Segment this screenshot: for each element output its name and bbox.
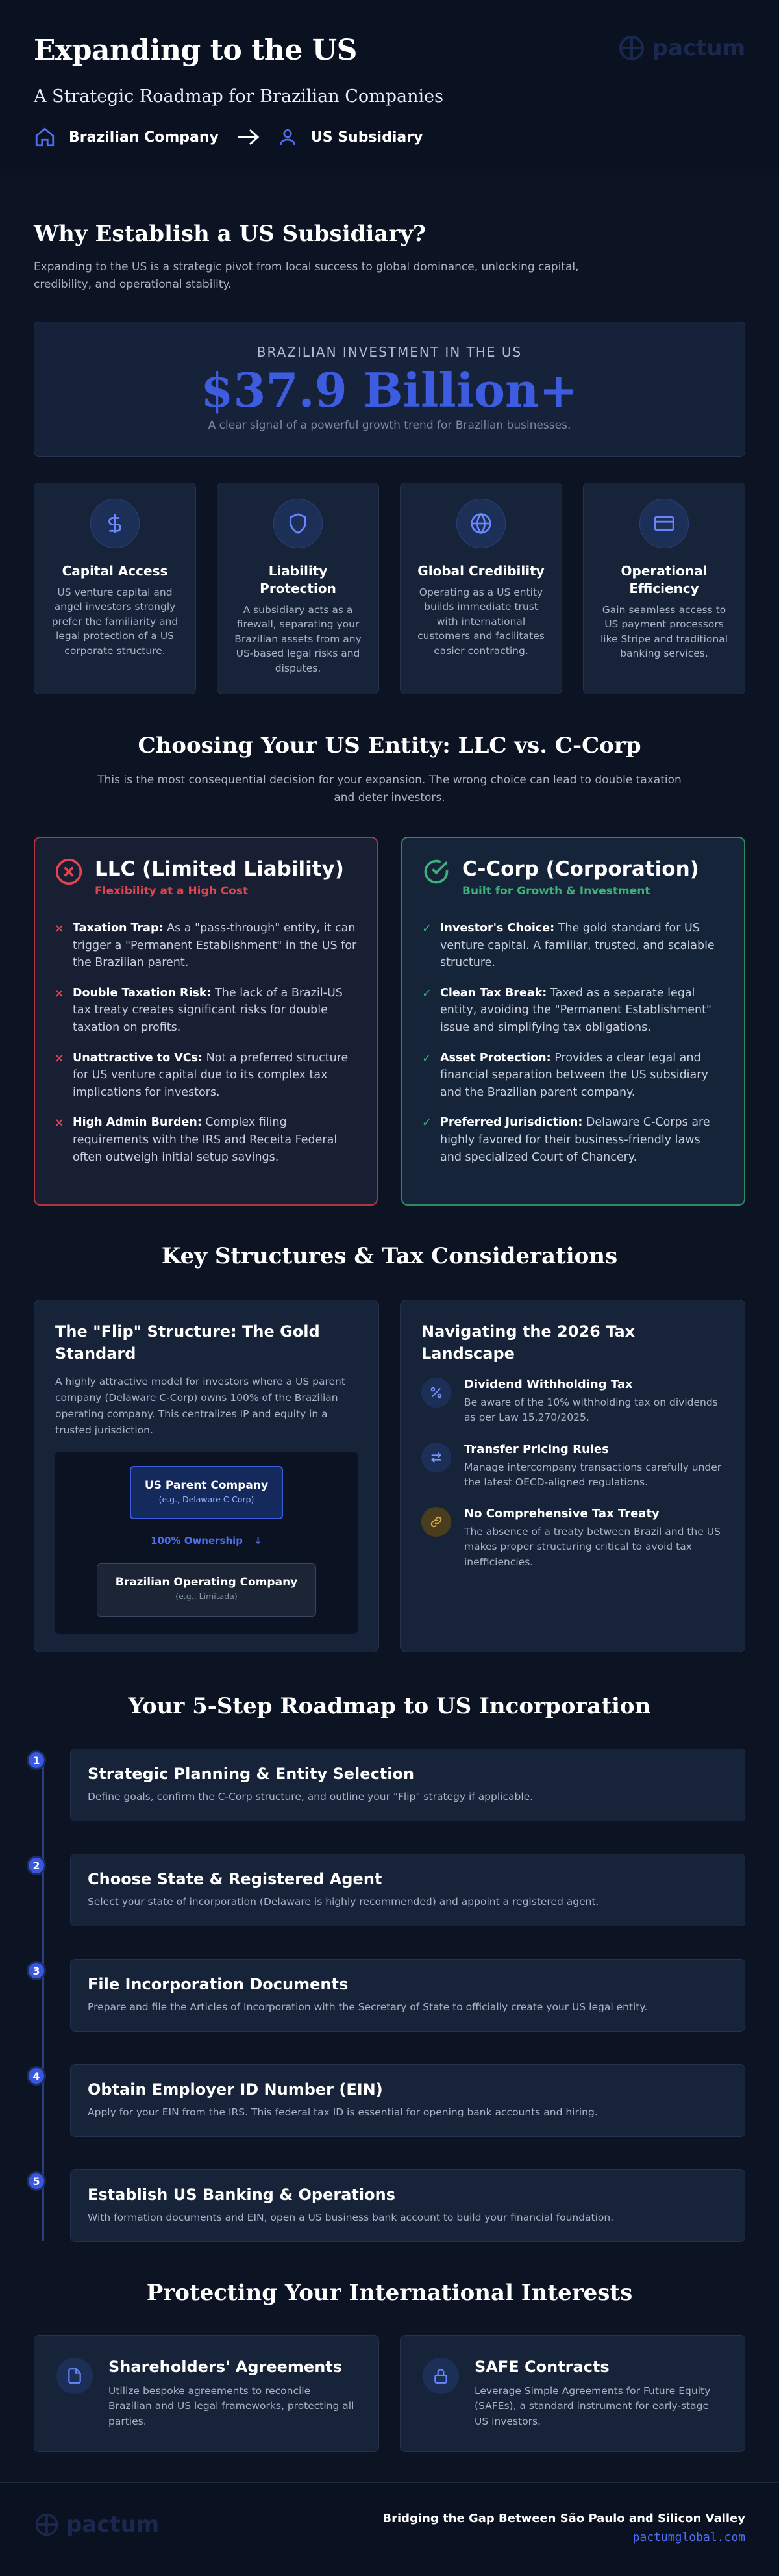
us-subsidiary-label: US Subsidiary: [310, 129, 423, 145]
ccorp-title: C-Corp (Corporation): [462, 857, 699, 881]
dollar-icon: [90, 499, 140, 548]
flip-diagram: [55, 1452, 358, 1634]
brazil-opco-sub: (e.g., Limitada): [175, 1591, 238, 1601]
list-item: × High Admin Burden: Complex filing requirements with the IRS and Receita Federal often outweigh initial setup savings.: [55, 1116, 338, 1164]
flip-title: The "Flip" Structure: The Gold Standard: [55, 1322, 320, 1363]
why-intro: Expanding to the US is a strategic pivot from local success to global dominance, unlocking capital, credibility, and operational stability.: [34, 260, 579, 292]
us-parent-title: US Parent Company: [144, 1479, 269, 1492]
brazil-opco-title: Brazilian Operating Company: [115, 1576, 298, 1589]
step-number: 5: [27, 2171, 46, 2191]
step-number: 2: [27, 1856, 46, 1875]
step-number: 1: [27, 1750, 46, 1770]
pactum-logo: [617, 34, 745, 62]
tax-item: Transfer Pricing Rules Manage intercompany transactions carefully under the latest OECD-aligned regulations.: [421, 1443, 724, 1491]
feature-card-liability-protection: [217, 483, 379, 694]
tax-landscape-card: [400, 1300, 745, 1652]
footer-tagline: Bridging the Gap Between São Paulo and Silicon Valley: [382, 2512, 745, 2525]
flip-text: A highly attractive model for investors where a US parent company (Delaware C-Corp) owns 100% of the Brazilian operating company. This centralizes IP and equity in a trusted jurisdiction.: [55, 1376, 345, 1436]
entity-section-title: Choosing Your US Entity: LLC vs. C-Corp: [138, 733, 641, 759]
brazilian-company-label: Brazilian Company: [69, 129, 219, 145]
feature-card-global-credibility: [400, 483, 562, 694]
tax-item: No Comprehensive Tax Treaty The absence of a treaty between Brazil and the US makes proper structuring critical to avoid tax inefficiencies.: [421, 1507, 724, 1570]
logo-text: pactum: [66, 2512, 160, 2538]
ccorp-list: [422, 920, 724, 1166]
page-subtitle: A Strategic Roadmap for Brazilian Companies: [34, 86, 443, 107]
ccorp-tagline: Built for Growth & Investment: [462, 885, 650, 898]
globe-icon: [456, 499, 506, 548]
x-icon: ×: [55, 1117, 64, 1130]
document-icon: [56, 2358, 93, 2394]
roadmap-section-title: Your 5-Step Roadmap to US Incorporation: [128, 1693, 651, 1719]
stat-label: BRAZILIAN INVESTMENT IN THE US: [256, 344, 523, 360]
expansion-flow: [34, 126, 745, 148]
tax-title: Navigating the 2026 Tax Landscape: [421, 1322, 636, 1363]
protect-section-title: Protecting Your International Interests: [146, 2280, 633, 2306]
entity-intro: This is the most consequential decision for your expansion. The wrong choice can lead to double taxation and deter investors.: [97, 774, 682, 805]
why-section-title: Why Establish a US Subsidiary?: [34, 221, 426, 247]
roadmap-step: Choose State & Registered Agent Select your state of incorporation (Delaware is highly recommended) and appoint a registered agent.: [70, 1854, 745, 1926]
check-icon: ✓: [422, 1117, 432, 1130]
llc-list: [55, 920, 357, 1166]
ownership-label: 100% Ownership ↓: [151, 1535, 262, 1547]
logo-text: pactum: [652, 35, 745, 61]
brazil-opco-box: [97, 1563, 316, 1617]
arrow-down-icon: ↓: [254, 1535, 262, 1547]
transfer-icon: [421, 1443, 451, 1472]
feature-text: Gain seamless access to US payment processors like Stripe and traditional banking services.: [600, 604, 728, 660]
hero-header: [0, 0, 779, 175]
investment-stat-card: [34, 322, 745, 457]
llc-tagline: Flexibility at a High Cost: [95, 885, 249, 898]
shareholders-agreement-card: Shareholders' Agreements Utilize bespoke agreements to reconcile Brazilian and US legal frameworks, protecting all parties.: [34, 2335, 379, 2452]
x-icon: ×: [55, 1052, 64, 1065]
check-circle-icon: [422, 857, 451, 889]
timeline-line: [42, 1760, 44, 2241]
percent-icon: [421, 1378, 451, 1408]
llc-card: [34, 837, 378, 1206]
check-icon: ✓: [422, 987, 432, 1000]
roadmap-step: Strategic Planning & Entity Selection Define goals, confirm the C-Corp structure, and outline your "Flip" strategy if applicable.: [70, 1749, 745, 1821]
roadmap-step: Establish US Banking & Operations With formation documents and EIN, open a US business bank account to build your financial foundation.: [70, 2169, 745, 2242]
feature-card-capital-access: [34, 483, 196, 694]
feature-card-operational-efficiency: [583, 483, 745, 694]
list-item: × Double Taxation Risk: The lack of a Brazil-US tax treaty creates significant risks for double taxation on profits.: [55, 986, 343, 1034]
flip-structure-card: [34, 1300, 379, 1652]
ccorp-card: [401, 837, 745, 1206]
x-icon: ×: [55, 922, 64, 935]
shield-icon: [273, 499, 323, 548]
feature-title: Liability Protection: [260, 563, 336, 596]
arrow-right-icon: [237, 127, 260, 147]
stat-value: $37.9 Billion+: [201, 362, 578, 418]
lock-icon: [423, 2358, 459, 2394]
us-parent-box: [130, 1466, 283, 1519]
feature-title: Operational Efficiency: [621, 563, 708, 596]
check-icon: ✓: [422, 922, 432, 935]
step-number: 4: [27, 2066, 46, 2086]
footer-website-link[interactable]: pactumglobal.com: [632, 2531, 745, 2544]
llc-title: LLC (Limited Liability): [95, 857, 344, 881]
feature-title: Capital Access: [62, 563, 168, 579]
home-icon: [34, 126, 56, 148]
step-number: 3: [27, 1961, 46, 1980]
feature-text: A subsidiary acts as a firewall, separating your Brazilian assets from any US-based legal risks and disputes.: [234, 604, 362, 674]
link-icon: [421, 1507, 451, 1537]
us-parent-sub: (e.g., Delaware C-Corp): [158, 1495, 254, 1504]
feature-title: Global Credibility: [417, 563, 545, 579]
stat-caption: A clear signal of a powerful growth trend for Brazilian businesses.: [208, 419, 571, 432]
list-item: ✓ Asset Protection: Provides a clear legal and financial separation between the US subsidiary and the Brazilian parent company.: [422, 1051, 708, 1099]
roadmap-step: File Incorporation Documents Prepare and file the Articles of Incorporation with the Secretary of State to officially create your US legal entity.: [70, 1959, 745, 2032]
structures-section-title: Key Structures & Tax Considerations: [161, 1243, 618, 1269]
check-icon: ✓: [422, 1052, 432, 1065]
list-item: ✓ Clean Tax Break: Taxed as a separate legal entity, avoiding the "Permanent Establishment" issue and simplifying tax obligations.: [422, 986, 711, 1034]
list-item: × Taxation Trap: As a "pass-through" entity, it can trigger a "Permanent Establishment" in the US for the Brazilian parent.: [55, 922, 357, 970]
credit-card-icon: [639, 499, 689, 548]
user-icon: [277, 126, 298, 148]
x-circle-icon: [55, 857, 83, 889]
page-title: Expanding to the US: [34, 34, 357, 67]
footer: [0, 2482, 779, 2576]
safe-contracts-card: SAFE Contracts Leverage Simple Agreements for Future Equity (SAFEs), a standard instrument for early-stage US investors.: [400, 2335, 745, 2452]
list-item: ✓ Preferred Jurisdiction: Delaware C-Corps are highly favored for their business-friendly laws and specialized Court of Chancery.: [422, 1116, 710, 1164]
footer-logo: [34, 2512, 159, 2538]
feature-text: Operating as a US entity builds immediate trust with international customers and facilitates easier contracting.: [417, 587, 545, 657]
feature-text: US venture capital and angel investors strongly prefer the familiarity and legal protection of a US corporate structure.: [51, 587, 179, 657]
list-item: ✓ Investor's Choice: The gold standard for US venture capital. A familiar, trusted, and scalable structure.: [422, 922, 715, 970]
tax-item: Dividend Withholding Tax Be aware of the 10% withholding tax on dividends as per Law 15,270/2025.: [421, 1378, 724, 1426]
x-icon: ×: [55, 987, 64, 1000]
list-item: × Unattractive to VCs: Not a preferred structure for US venture capital due to its complex tax implications for investors.: [55, 1051, 349, 1099]
roadmap-step: Obtain Employer ID Number (EIN) Apply for your EIN from the IRS. This federal tax ID is essential for opening bank accounts and hiring.: [70, 2064, 745, 2137]
